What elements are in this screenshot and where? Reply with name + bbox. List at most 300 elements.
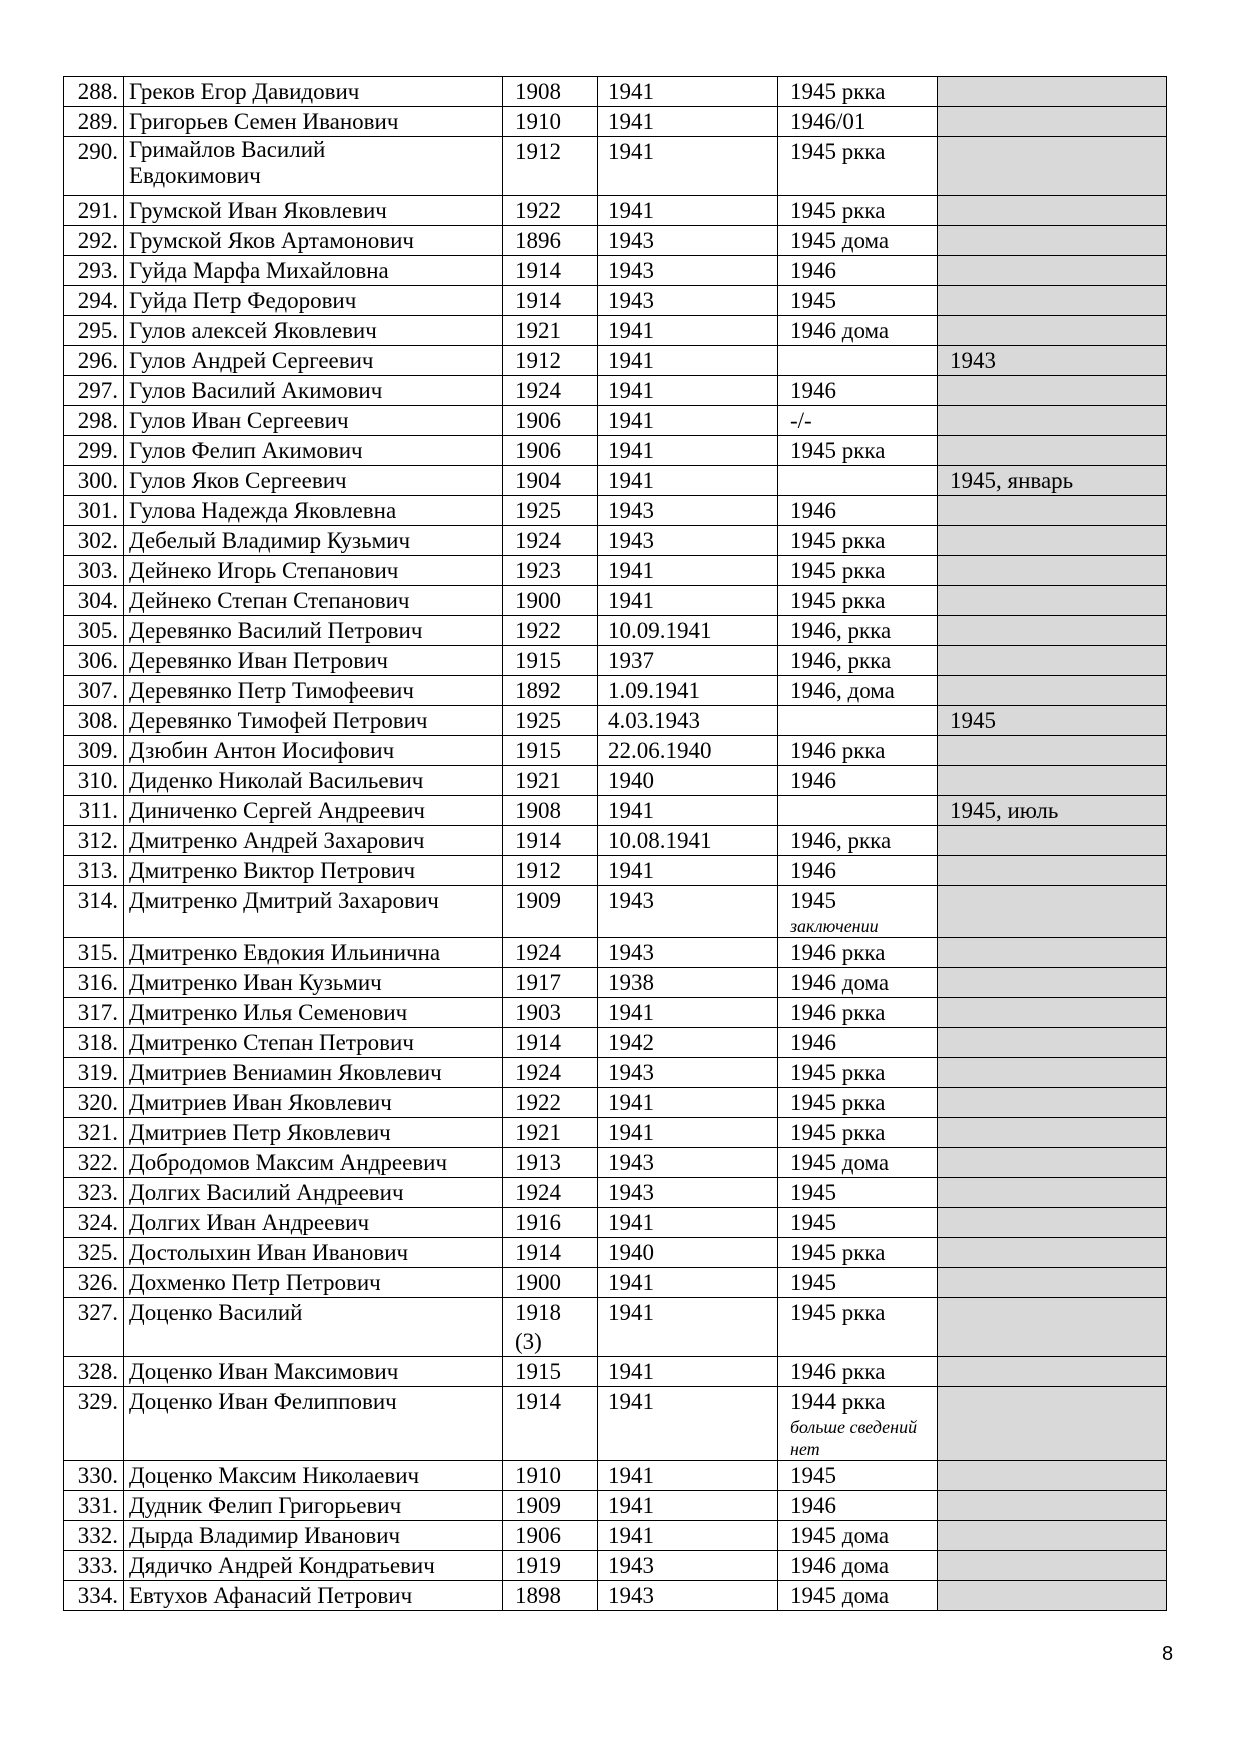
return-cell: 1946 дома xyxy=(778,968,938,998)
return-cell: 1945 дома xyxy=(778,226,938,256)
death-cell xyxy=(938,316,1167,346)
name-cell: Дзюбин Антон Иосифович xyxy=(124,736,503,766)
draft-date-cell: 1941 xyxy=(598,466,778,496)
return-cell: 1946 xyxy=(778,496,938,526)
table-row xyxy=(64,286,1167,316)
death-cell xyxy=(938,406,1167,436)
return-cell: 1946 ркка xyxy=(778,1357,938,1387)
row-number-cell: 309. xyxy=(64,736,124,766)
row-number-cell: 307. xyxy=(64,676,124,706)
birth-year: 1918 xyxy=(515,1300,561,1325)
death-cell xyxy=(938,1088,1167,1118)
draft-date-cell: 1943 xyxy=(598,1058,778,1088)
birth-year-cell: 1924 xyxy=(503,376,598,406)
birth-year-extra: (3) xyxy=(515,1329,542,1354)
name-cell: Гуйда Петр Федорович xyxy=(124,286,503,316)
death-cell xyxy=(938,1521,1167,1551)
table-row xyxy=(64,1148,1167,1178)
name-cell: Дырда Владимир Иванович xyxy=(124,1521,503,1551)
return-cell: 1945 ркка xyxy=(778,1118,938,1148)
row-number-cell: 301. xyxy=(64,496,124,526)
return-cell: 1945 xyxy=(778,1178,938,1208)
row-number-cell: 302. xyxy=(64,526,124,556)
draft-date-cell: 1940 xyxy=(598,766,778,796)
birth-year-cell: 1914 xyxy=(503,286,598,316)
death-cell xyxy=(938,1208,1167,1238)
table-row xyxy=(64,496,1167,526)
name-cell: Диниченко Сергей Андреевич xyxy=(124,796,503,826)
draft-date-cell: 1943 xyxy=(598,286,778,316)
return-cell xyxy=(778,886,938,938)
table-row xyxy=(64,406,1167,436)
return-cell: 1946, дома xyxy=(778,676,938,706)
name-cell: Дмитренко Иван Кузьмич xyxy=(124,968,503,998)
row-number-cell: 330. xyxy=(64,1461,124,1491)
table-row xyxy=(64,646,1167,676)
death-cell: 1943 xyxy=(938,346,1167,376)
row-number-cell: 315. xyxy=(64,938,124,968)
table-row xyxy=(64,676,1167,706)
birth-year-cell: 1925 xyxy=(503,496,598,526)
return-note: больше сведений нет xyxy=(790,1417,918,1459)
name-cell: Гулов Фелип Акимович xyxy=(124,436,503,466)
row-number-cell: 305. xyxy=(64,616,124,646)
death-cell xyxy=(938,766,1167,796)
table-row xyxy=(64,1238,1167,1268)
table-row xyxy=(64,1058,1167,1088)
row-number-cell: 318. xyxy=(64,1028,124,1058)
draft-date-cell: 1941 xyxy=(598,998,778,1028)
return-note: заключении xyxy=(790,916,879,936)
row-number-cell: 328. xyxy=(64,1357,124,1387)
name-cell: Деревянко Иван Петрович xyxy=(124,646,503,676)
draft-date-cell: 1941 xyxy=(598,196,778,226)
birth-year-cell: 1896 xyxy=(503,226,598,256)
name-cell: Дмитренко Андрей Захарович xyxy=(124,826,503,856)
table-row xyxy=(64,586,1167,616)
name-cell: Гуйда Марфа Михайловна xyxy=(124,256,503,286)
table-row xyxy=(64,938,1167,968)
draft-date-cell: 1941 xyxy=(598,406,778,436)
name-cell: Гулов Василий Акимович xyxy=(124,376,503,406)
birth-year-cell: 1925 xyxy=(503,706,598,736)
table-row xyxy=(64,137,1167,196)
birth-year-cell: 1900 xyxy=(503,586,598,616)
draft-date-cell: 1941 xyxy=(598,1298,778,1357)
birth-year-cell: 1910 xyxy=(503,1461,598,1491)
table-row xyxy=(64,706,1167,736)
table-row xyxy=(64,616,1167,646)
row-number-cell: 332. xyxy=(64,1521,124,1551)
return-cell: 1946 ркка xyxy=(778,736,938,766)
return-cell: 1945 ркка xyxy=(778,137,938,196)
death-cell xyxy=(938,556,1167,586)
row-number-cell: 312. xyxy=(64,826,124,856)
return-cell: 1945 ркка xyxy=(778,436,938,466)
birth-year-cell: 1909 xyxy=(503,1491,598,1521)
return-cell xyxy=(778,706,938,736)
table-row xyxy=(64,436,1167,466)
death-cell xyxy=(938,1551,1167,1581)
death-cell xyxy=(938,1178,1167,1208)
return-cell: 1945 xyxy=(778,1208,938,1238)
table-row xyxy=(64,466,1167,496)
draft-date-cell: 1943 xyxy=(598,496,778,526)
draft-date-cell: 4.03.1943 xyxy=(598,706,778,736)
name-cell: Деревянко Василий Петрович xyxy=(124,616,503,646)
name-cell: Дядичко Андрей Кондратьевич xyxy=(124,1551,503,1581)
name-cell: Диденко Николай Васильевич xyxy=(124,766,503,796)
death-cell xyxy=(938,826,1167,856)
row-number-cell: 295. xyxy=(64,316,124,346)
birth-year-cell: 1909 xyxy=(503,886,598,938)
name-cell: Гулова Надежда Яковлевна xyxy=(124,496,503,526)
return-cell: 1946 xyxy=(778,766,938,796)
row-number-cell: 326. xyxy=(64,1268,124,1298)
death-cell xyxy=(938,1387,1167,1461)
name-cell: Грумской Яков Артамонович xyxy=(124,226,503,256)
return-cell: 1945 ркка xyxy=(778,1298,938,1357)
table-row xyxy=(64,1387,1167,1461)
row-number-cell: 320. xyxy=(64,1088,124,1118)
return-cell: 1945 ркка xyxy=(778,586,938,616)
death-cell xyxy=(938,1268,1167,1298)
birth-year-cell: 1922 xyxy=(503,196,598,226)
death-cell xyxy=(938,376,1167,406)
birth-year-cell: 1921 xyxy=(503,316,598,346)
table-row xyxy=(64,968,1167,998)
draft-date-cell: 1941 xyxy=(598,107,778,137)
birth-year-cell: 1915 xyxy=(503,736,598,766)
return-cell: 1946 ркка xyxy=(778,938,938,968)
row-number-cell: 308. xyxy=(64,706,124,736)
birth-year-cell xyxy=(503,1298,598,1357)
return-cell: 1946 xyxy=(778,1491,938,1521)
death-cell xyxy=(938,107,1167,137)
birth-year-cell: 1906 xyxy=(503,406,598,436)
draft-date-cell: 1943 xyxy=(598,886,778,938)
name-cell: Дудник Фелип Григорьевич xyxy=(124,1491,503,1521)
table-row xyxy=(64,226,1167,256)
birth-year-cell: 1915 xyxy=(503,1357,598,1387)
table-row xyxy=(64,886,1167,938)
death-cell xyxy=(938,1491,1167,1521)
row-number-cell: 324. xyxy=(64,1208,124,1238)
birth-year-cell: 1913 xyxy=(503,1148,598,1178)
birth-year-cell: 1912 xyxy=(503,856,598,886)
return-cell: 1946, ркка xyxy=(778,616,938,646)
row-number-cell: 298. xyxy=(64,406,124,436)
draft-date-cell: 1943 xyxy=(598,938,778,968)
row-number-cell: 291. xyxy=(64,196,124,226)
death-cell xyxy=(938,856,1167,886)
name-cell: Долгих Василий Андреевич xyxy=(124,1178,503,1208)
row-number-cell: 297. xyxy=(64,376,124,406)
table-row xyxy=(64,736,1167,766)
draft-date-cell: 1943 xyxy=(598,1148,778,1178)
table-row xyxy=(64,998,1167,1028)
row-number-cell: 327. xyxy=(64,1298,124,1357)
return-cell: 1946, ркка xyxy=(778,646,938,676)
name-cell: Дмитренко Илья Семенович xyxy=(124,998,503,1028)
name-cell: Гулов Андрей Сергеевич xyxy=(124,346,503,376)
death-cell xyxy=(938,886,1167,938)
return-cell: 1945 ркка xyxy=(778,77,938,107)
birth-year-cell: 1906 xyxy=(503,436,598,466)
name-cell: Доценко Василий xyxy=(124,1298,503,1357)
row-number-cell: 333. xyxy=(64,1551,124,1581)
return-cell: 1945 xyxy=(778,1461,938,1491)
birth-year-cell: 1898 xyxy=(503,1581,598,1611)
row-number-cell: 289. xyxy=(64,107,124,137)
table-row xyxy=(64,1028,1167,1058)
draft-date-cell: 1941 xyxy=(598,556,778,586)
draft-date-cell: 1941 xyxy=(598,1521,778,1551)
table-row xyxy=(64,196,1167,226)
return-cell xyxy=(778,346,938,376)
draft-date-cell: 1943 xyxy=(598,226,778,256)
name-cell: Деревянко Петр Тимофеевич xyxy=(124,676,503,706)
death-cell xyxy=(938,1357,1167,1387)
death-cell xyxy=(938,736,1167,766)
table-row xyxy=(64,1521,1167,1551)
death-cell xyxy=(938,646,1167,676)
row-number-cell: 293. xyxy=(64,256,124,286)
birth-year-cell: 1910 xyxy=(503,107,598,137)
name-cell: Гулов Яков Сергеевич xyxy=(124,466,503,496)
draft-date-cell: 1943 xyxy=(598,1581,778,1611)
birth-year-cell: 1904 xyxy=(503,466,598,496)
return-cell: 1946 xyxy=(778,256,938,286)
name-cell: Дмитренко Степан Петрович xyxy=(124,1028,503,1058)
name-cell: Гримайлов Василий Евдокимович xyxy=(124,137,503,196)
birth-year-cell: 1921 xyxy=(503,766,598,796)
draft-date-cell: 1941 xyxy=(598,316,778,346)
birth-year-cell: 1915 xyxy=(503,646,598,676)
name-cell: Греков Егор Давидович xyxy=(124,77,503,107)
name-cell: Деревянко Тимофей Петрович xyxy=(124,706,503,736)
name-cell: Григорьев Семен Иванович xyxy=(124,107,503,137)
table-row xyxy=(64,1491,1167,1521)
table-row xyxy=(64,1088,1167,1118)
name-cell: Добродомов Максим Андреевич xyxy=(124,1148,503,1178)
name-cell: Дмитренко Виктор Петрович xyxy=(124,856,503,886)
birth-year-cell: 1914 xyxy=(503,256,598,286)
table-row xyxy=(64,796,1167,826)
row-number-cell: 321. xyxy=(64,1118,124,1148)
table-row xyxy=(64,1118,1167,1148)
table-row xyxy=(64,1298,1167,1357)
return-cell xyxy=(778,466,938,496)
return-cell: 1945 xyxy=(778,286,938,316)
return-cell: 1946 xyxy=(778,1028,938,1058)
row-number-cell: 329. xyxy=(64,1387,124,1461)
table-row xyxy=(64,1178,1167,1208)
return-cell: 1946, ркка xyxy=(778,826,938,856)
birth-year-cell: 1924 xyxy=(503,526,598,556)
row-number-cell: 316. xyxy=(64,968,124,998)
return-cell: 1945 xyxy=(778,1268,938,1298)
draft-date-cell: 1941 xyxy=(598,376,778,406)
name-cell: Доценко Иван Фелиппович xyxy=(124,1387,503,1461)
row-number-cell: 300. xyxy=(64,466,124,496)
death-cell xyxy=(938,256,1167,286)
draft-date-cell: 1943 xyxy=(598,1551,778,1581)
birth-year-cell: 1924 xyxy=(503,1178,598,1208)
death-cell xyxy=(938,1581,1167,1611)
death-cell xyxy=(938,968,1167,998)
row-number-cell: 313. xyxy=(64,856,124,886)
return-cell: -/- xyxy=(778,406,938,436)
table-row xyxy=(64,1581,1167,1611)
table-row xyxy=(64,766,1167,796)
row-number-cell: 311. xyxy=(64,796,124,826)
row-number-cell: 290. xyxy=(64,137,124,196)
birth-year-cell: 1924 xyxy=(503,938,598,968)
table-row xyxy=(64,1268,1167,1298)
return-cell: 1946 дома xyxy=(778,316,938,346)
return-cell: 1946 ркка xyxy=(778,998,938,1028)
return-cell: 1945 дома xyxy=(778,1148,938,1178)
row-number-cell: 310. xyxy=(64,766,124,796)
return-cell: 1945 дома xyxy=(778,1581,938,1611)
death-cell xyxy=(938,496,1167,526)
return-cell: 1946 дома xyxy=(778,1551,938,1581)
birth-year-cell: 1914 xyxy=(503,1028,598,1058)
row-number-cell: 323. xyxy=(64,1178,124,1208)
death-cell: 1945, январь xyxy=(938,466,1167,496)
birth-year-cell: 1922 xyxy=(503,1088,598,1118)
row-number-cell: 306. xyxy=(64,646,124,676)
draft-date-cell: 1941 xyxy=(598,77,778,107)
return-cell xyxy=(778,796,938,826)
table-row xyxy=(64,77,1167,107)
return-cell: 1946 xyxy=(778,376,938,406)
draft-date-cell: 1941 xyxy=(598,137,778,196)
table-row xyxy=(64,826,1167,856)
death-cell xyxy=(938,436,1167,466)
name-cell: Дмитриев Петр Яковлевич xyxy=(124,1118,503,1148)
name-cell: Дмитренко Евдокия Ильинична xyxy=(124,938,503,968)
death-cell xyxy=(938,938,1167,968)
death-cell xyxy=(938,137,1167,196)
death-cell xyxy=(938,1148,1167,1178)
draft-date-cell: 1941 xyxy=(598,586,778,616)
row-number-cell: 299. xyxy=(64,436,124,466)
death-cell xyxy=(938,1028,1167,1058)
name-cell: Доценко Иван Максимович xyxy=(124,1357,503,1387)
return-cell: 1946/01 xyxy=(778,107,938,137)
table-row xyxy=(64,556,1167,586)
row-number-cell: 294. xyxy=(64,286,124,316)
death-cell xyxy=(938,226,1167,256)
draft-date-cell: 1941 xyxy=(598,1491,778,1521)
name-cell: Дейнеко Игорь Степанович xyxy=(124,556,503,586)
birth-year-cell: 1924 xyxy=(503,1058,598,1088)
birth-year-cell: 1906 xyxy=(503,1521,598,1551)
draft-date-cell: 1942 xyxy=(598,1028,778,1058)
draft-date-cell: 1.09.1941 xyxy=(598,676,778,706)
birth-year-cell: 1916 xyxy=(503,1208,598,1238)
name-cell: Дохменко Петр Петрович xyxy=(124,1268,503,1298)
birth-year-cell: 1908 xyxy=(503,796,598,826)
table-row xyxy=(64,256,1167,286)
birth-year-cell: 1892 xyxy=(503,676,598,706)
birth-year-cell: 1923 xyxy=(503,556,598,586)
row-number-cell: 319. xyxy=(64,1058,124,1088)
name-cell: Гулов алексей Яковлевич xyxy=(124,316,503,346)
page-number: 8 xyxy=(1162,1643,1174,1665)
death-cell: 1945, июль xyxy=(938,796,1167,826)
return-cell: 1945 ркка xyxy=(778,1088,938,1118)
name-cell: Евтухов Афанасий Петрович xyxy=(124,1581,503,1611)
birth-year-cell: 1921 xyxy=(503,1118,598,1148)
return-value: 1944 ркка xyxy=(790,1389,886,1414)
draft-date-cell: 1941 xyxy=(598,1387,778,1461)
draft-date-cell: 1940 xyxy=(598,1238,778,1268)
draft-date-cell: 1941 xyxy=(598,1118,778,1148)
draft-date-cell: 1938 xyxy=(598,968,778,998)
return-cell xyxy=(778,1387,938,1461)
death-cell xyxy=(938,586,1167,616)
death-cell xyxy=(938,1298,1167,1357)
birth-year-cell: 1912 xyxy=(503,346,598,376)
birth-year-cell: 1900 xyxy=(503,1268,598,1298)
name-cell: Гулов Иван Сергеевич xyxy=(124,406,503,436)
name-cell: Дебелый Владимир Кузьмич xyxy=(124,526,503,556)
death-cell xyxy=(938,616,1167,646)
death-cell xyxy=(938,286,1167,316)
draft-date-cell: 1941 xyxy=(598,796,778,826)
draft-date-cell: 1943 xyxy=(598,526,778,556)
death-cell xyxy=(938,196,1167,226)
name-cell: Достолыхин Иван Иванович xyxy=(124,1238,503,1268)
row-number-cell: 314. xyxy=(64,886,124,938)
table-row xyxy=(64,316,1167,346)
table-row xyxy=(64,526,1167,556)
table-row xyxy=(64,346,1167,376)
table-row xyxy=(64,376,1167,406)
death-cell xyxy=(938,526,1167,556)
return-cell: 1945 ркка xyxy=(778,556,938,586)
row-number-cell: 322. xyxy=(64,1148,124,1178)
return-cell: 1945 ркка xyxy=(778,1058,938,1088)
row-number-cell: 288. xyxy=(64,77,124,107)
death-cell xyxy=(938,1461,1167,1491)
birth-year-cell: 1903 xyxy=(503,998,598,1028)
name-cell: Грумской Иван Яковлевич xyxy=(124,196,503,226)
birth-year-cell: 1914 xyxy=(503,1387,598,1461)
row-number-cell: 292. xyxy=(64,226,124,256)
death-cell xyxy=(938,1058,1167,1088)
birth-year-cell: 1919 xyxy=(503,1551,598,1581)
return-cell: 1945 дома xyxy=(778,1521,938,1551)
draft-date-cell: 1941 xyxy=(598,1268,778,1298)
birth-year-cell: 1914 xyxy=(503,1238,598,1268)
row-number-cell: 331. xyxy=(64,1491,124,1521)
death-cell xyxy=(938,676,1167,706)
death-cell xyxy=(938,998,1167,1028)
birth-year-cell: 1922 xyxy=(503,616,598,646)
name-cell: Дмитриев Иван Яковлевич xyxy=(124,1088,503,1118)
draft-date-cell: 1941 xyxy=(598,346,778,376)
draft-date-cell: 1941 xyxy=(598,1208,778,1238)
draft-date-cell: 1941 xyxy=(598,1088,778,1118)
records-table xyxy=(63,76,1167,1611)
draft-date-cell: 1937 xyxy=(598,646,778,676)
draft-date-cell: 1941 xyxy=(598,436,778,466)
row-number-cell: 304. xyxy=(64,586,124,616)
